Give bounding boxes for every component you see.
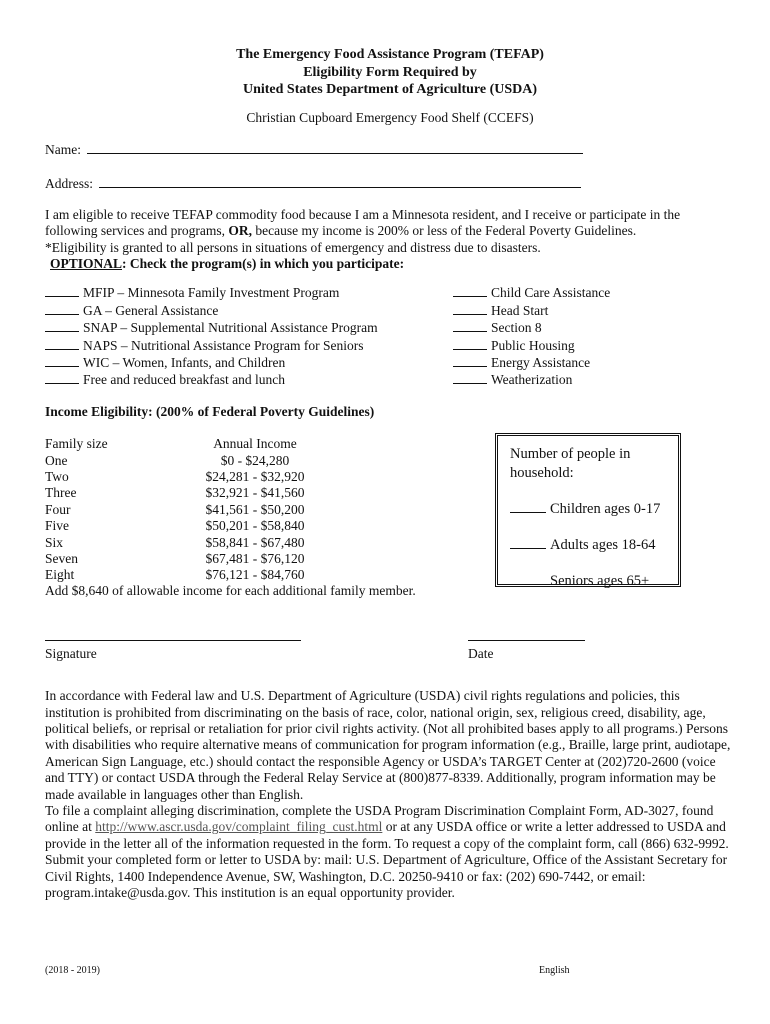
program-label: Energy Assistance [491, 354, 591, 370]
seniors-count-blank[interactable] [510, 571, 546, 585]
family-size-cell: Eight [45, 567, 75, 583]
income-range-cell: $76,121 - $84,760 [205, 567, 305, 583]
income-table-header [45, 436, 325, 452]
program-check-blank[interactable] [453, 371, 487, 384]
program-label: Free and reduced breakfast and lunch [83, 372, 286, 388]
eligibility-statement [45, 207, 735, 273]
program-column-left [45, 284, 453, 388]
nondiscrimination-paragraph: In accordance with Federal law and U.S. Department of Agriculture (USDA) civil rights regulations and policies, this institution is prohibited from discriminating on the basis of race, color, national origin, sex, religious creed, disability, age, political beliefs, or reprisal or retaliation for prior civil rights activity. (Not all prohibited bases apply to all programs.) Persons with disabilities who require alternative means of communication for program information (e.g., Braille, large print, audiotape, American Sign Language, etc.) should contact the responsible Agency or USDA’s TARGET Center at (202)720-2600 (voice and TTY) or contact USDA through the Federal Relay Service at (800)877-8339. Additionally, program information may be made available in languages other than English. [45, 688, 731, 802]
income-range-cell: $0 - $24,280 [220, 452, 290, 468]
income-table [45, 436, 325, 584]
program-item [453, 354, 735, 371]
additional-member-note: Add $8,640 of allowable income for each additional family member. [45, 583, 416, 599]
name-input-line[interactable] [87, 140, 583, 154]
income-row [45, 551, 325, 567]
household-count-box [495, 433, 681, 590]
income-range-cell: $24,281 - $32,920 [205, 469, 305, 484]
eligibility-text [45, 207, 735, 240]
children-label: Children ages 0-17 [550, 501, 661, 518]
program-item [45, 337, 453, 354]
date-line[interactable] [468, 640, 585, 641]
address-field [45, 174, 735, 192]
family-size-cell: Four [45, 501, 71, 517]
program-item [45, 371, 453, 388]
income-eligibility-heading: Income Eligibility: (200% of Federal Poverty Guidelines) [45, 403, 375, 419]
complaint-form-link[interactable]: http://www.ascr.usda.gov/complaint_filing_cust.html [95, 819, 383, 835]
income-row [45, 567, 325, 583]
footer-year: (2018 - 2019) [45, 965, 100, 976]
title-line-1: The Emergency Food Assistance Program (TEFAP) [236, 47, 544, 62]
family-size-cell: Seven [45, 551, 78, 567]
program-column-right [453, 284, 735, 388]
program-item [453, 319, 735, 336]
signature-label: Signature [45, 646, 97, 662]
adults-label: Adults ages 18-64 [550, 537, 656, 554]
program-label: Head Start [491, 302, 549, 318]
income-row [45, 502, 325, 518]
program-label: Public Housing [491, 337, 575, 353]
program-label: MFIP – Minnesota Family Investment Program [83, 285, 340, 301]
program-item [45, 319, 453, 336]
family-size-cell: Two [45, 469, 69, 484]
children-count-row [510, 499, 666, 519]
program-label: Child Care Assistance [491, 285, 611, 301]
eligibility-text-or: OR, [228, 223, 252, 239]
program-check-blank[interactable] [453, 319, 487, 332]
program-check-blank[interactable] [453, 337, 487, 350]
family-size-header: Family size [45, 436, 108, 452]
program-checklist [45, 284, 735, 388]
program-item [45, 284, 453, 301]
name-field [45, 140, 735, 158]
seniors-count-row [510, 571, 666, 591]
complaint-text-part1: To file a complaint alleging discrimination, complete the USDA Program Discrimination Complaint Form, AD-3027, found online at [45, 803, 714, 835]
income-section [45, 436, 735, 606]
complaint-text-part2: or at any USDA office or write a letter addressed to USDA and provide in the letter all of the information requested in the form. To request a copy of the complaint form, call (866) 632-9992. Submit your completed form or letter to USDA by: mail: U.S. Department of Agriculture, Office of the Assistant Secretary for Civil Rights, 1400 Independence Avenue, SW, Washington, D.C. 20250-9410 or fax: (202) 690-7442, or email: program.intake@usda.gov. This institution is an equal opportunity provider. [45, 819, 729, 901]
household-title: Number of people in household: [510, 446, 631, 482]
eligibility-text-part2: because my income is 200% or less of the Federal Poverty Guidelines. [251, 223, 637, 239]
address-label: Address: [45, 176, 93, 192]
form-title [45, 46, 735, 99]
program-check-blank[interactable] [45, 284, 79, 297]
adults-count-row [510, 535, 666, 555]
income-range-cell: $41,561 - $50,200 [205, 501, 305, 517]
program-label: Weatherization [491, 372, 573, 388]
income-range-cell: $32,921 - $41,560 [205, 485, 305, 501]
complaint-paragraph [45, 803, 735, 901]
program-item [45, 354, 453, 371]
civil-rights-statement [45, 688, 735, 901]
optional-label: OPTIONAL [50, 255, 123, 271]
family-size-cell: Five [45, 518, 70, 534]
program-check-blank[interactable] [45, 354, 79, 367]
program-check-blank[interactable] [45, 302, 79, 315]
optional-text: : Check the program(s) in which you participate: [122, 255, 405, 271]
children-count-blank[interactable] [510, 499, 546, 513]
income-range-cell: $50,201 - $58,840 [205, 518, 305, 534]
program-label: SNAP – Supplemental Nutritional Assistance Program [83, 320, 378, 336]
title-line-2: Eligibility Form Required by [303, 64, 477, 80]
family-size-cell: Six [45, 534, 64, 550]
family-size-cell: One [45, 452, 68, 468]
emergency-note: *Eligibility is granted to all persons in situations of emergency and distress due to disasters. [45, 239, 541, 255]
seniors-label: Seniors ages 65+ [550, 573, 650, 590]
program-check-blank[interactable] [453, 354, 487, 367]
income-range-cell: $58,841 - $67,480 [205, 534, 305, 550]
income-row [45, 535, 325, 551]
page-footer [45, 963, 735, 979]
program-item [453, 284, 735, 301]
title-line-3: United States Department of Agriculture (USDA) [242, 82, 538, 97]
income-row [45, 453, 325, 469]
optional-heading [45, 256, 735, 272]
signature-area [45, 640, 735, 676]
program-label: Section 8 [491, 320, 542, 336]
footer-language: English [539, 965, 570, 976]
program-label: GA – General Assistance [83, 302, 219, 318]
date-label: Date [468, 646, 494, 662]
program-item [453, 302, 735, 319]
program-check-blank[interactable] [45, 371, 79, 384]
program-label: WIC – Women, Infants, and Children [83, 354, 286, 370]
adults-count-blank[interactable] [510, 535, 546, 549]
income-row [45, 518, 325, 534]
program-check-blank[interactable] [453, 284, 487, 297]
income-range-cell: $67,481 - $76,120 [205, 551, 305, 567]
name-label: Name: [45, 141, 81, 157]
program-item [45, 302, 453, 319]
income-row [45, 469, 325, 485]
program-item [453, 337, 735, 354]
income-row [45, 485, 325, 501]
program-item [453, 371, 735, 388]
program-label: NAPS – Nutritional Assistance Program for Seniors [83, 337, 364, 353]
annual-income-header: Annual Income [213, 436, 297, 452]
organization-name: Christian Cupboard Emergency Food Shelf (CCEFS) [246, 109, 534, 125]
eligibility-form [45, 46, 735, 901]
program-check-blank[interactable] [45, 337, 79, 350]
program-check-blank[interactable] [45, 319, 79, 332]
address-input-line[interactable] [99, 174, 581, 188]
signature-line[interactable] [45, 640, 301, 641]
program-check-blank[interactable] [453, 302, 487, 315]
family-size-cell: Three [45, 485, 77, 501]
eligibility-text-part1: I am eligible to receive TEFAP commodity food because I am a Minnesota resident, and I receive or participate in the following services and programs, [45, 206, 681, 239]
